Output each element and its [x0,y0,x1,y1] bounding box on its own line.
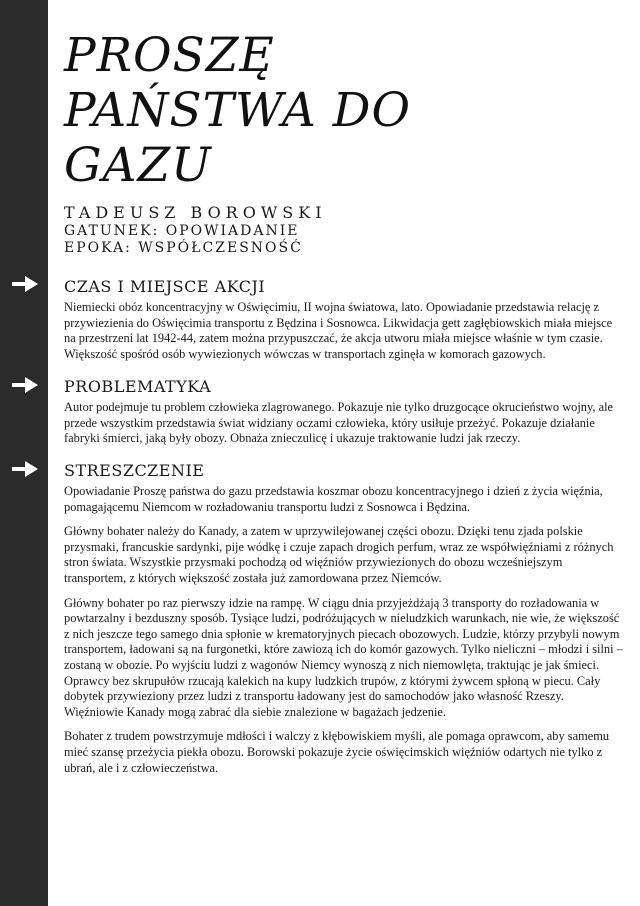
title-line: PAŃSTWA DO [64,83,411,138]
left-sidebar-bar [0,0,48,906]
arrow-right-icon [12,377,38,393]
section-paragraph: Główny bohater należy do Kanady, a zatem w uprzywilejowanej części obozu. Dzięki tenu zjada polskie przysmaki, francuskie sardynki, pije wódkę i czuje zapach drogich perfum, wraz ze współwięźniami z różnych stron świata. Wszystkie przysmaki pochodzą od więźniów przywiezionych do obozu wcześniejszym transportem, z których większość została już zamordowana przez Niemców. [64,524,614,585]
section-summary [64,461,624,785]
epoch-label: EPOKA: WSPÓŁCZESNOŚĆ [64,240,303,256]
section-paragraph: Główny bohater po raz pierwszy idzie na rampę. W ciągu dnia przyjeżdżają 3 transporty do rozładowania w powtarzalny i bezduszny sposób. Tysiące ludzi, podróżujących w nieludzkich warunkach, nie wie, że większość z nich jeszcze tego samego dnia spłonie w krematoryjnych piecach obozowych. Ludzie, którzy przybyli nowym transportem, ładowani są na furgonetki, które zawiozą ich do komór gazowych. Tylko nieliczni – młodzi i silni – zostaną w obozie. Po wyjściu ludzi z wagonów Niemcy wynoszą z nich niemowlęta, traktując je jak śmieci. Oprawcy bez skrupułów rzucają kalekich na kupy ludzkich trupów, z którymi żywcem spłoną w piecu. Cały dobytek przywieziony przez ludzi z transportu ładowany jest do samochodów jako własność Rzeszy. Więźniowie Kanady mogą zabrać dla siebie znalezione w bagażach jedzenie. [64,595,623,719]
title-line: PROSZĘ [64,28,275,83]
genre-label: GATUNEK: OPOWIADANIE [64,223,300,239]
section-problems [64,377,624,456]
title-line: GAZU [64,138,212,193]
section-paragraph: Opowiadanie Proszę państwa do gazu przedstawia koszmar obozu koncentracyjnego i dzień z życia więźnia, pomagającemu Niemcom w rozładowaniu transportu ludzi z Sosnowca i Będzina. [64,484,603,514]
section-heading: CZAS I MIEJSCE AKCJI [64,277,266,296]
arrow-right-icon [12,276,38,292]
section-heading: PROBLEMATYKA [64,377,212,396]
section-heading: STRESZCZENIE [64,461,205,480]
author-name: TADEUSZ BOROWSKI [64,203,327,222]
section-paragraph: Bohater z trudem powstrzymuje mdłości i walczy z kłębowiskiem myśli, ale pomaga oprawcom, aby samemu mieć szansę przeżycia piekła obozu. Borowski pokazuje życie oświęcimskich więźniów odartych nie tylko z ubrań, ale i z człowieczeństwa. [64,729,610,775]
section-paragraph: Autor podejmuje tu problem człowieka zlagrowanego. Pokazuje nie tylko druzgocące okrucieństwo wojny, ale przede wszystkim przedstawia świat widziany oczami człowieka, który usiłuje przeżyć. Pokazuje działanie fabryki śmierci, jaką były obozy. Obnaża znieczulicę i ukazuje traktowanie ludzi jak rzeczy. [64,400,614,446]
section-time-and-place [64,277,624,371]
section-paragraph: Niemiecki obóz koncentracyjny w Oświęcimiu, II wojna światowa, lato. Opowiadanie przedstawia relację z przywiezienia do Oświęcimia transportu z Będzina i Sosnowca. Likwidacja gett zagłębiowskich miała miejsce na przestrzeni lat 1942-44, zatem można przypuszczać, że akcja utworu miała miejsce właśnie w tym czasie. Większość spośród osób wywiezionych wówczas w transportach zginęła w komorach gazowych. [64,300,613,361]
document-header [64,28,624,257]
arrow-right-icon [12,461,38,477]
document-title [64,28,624,193]
